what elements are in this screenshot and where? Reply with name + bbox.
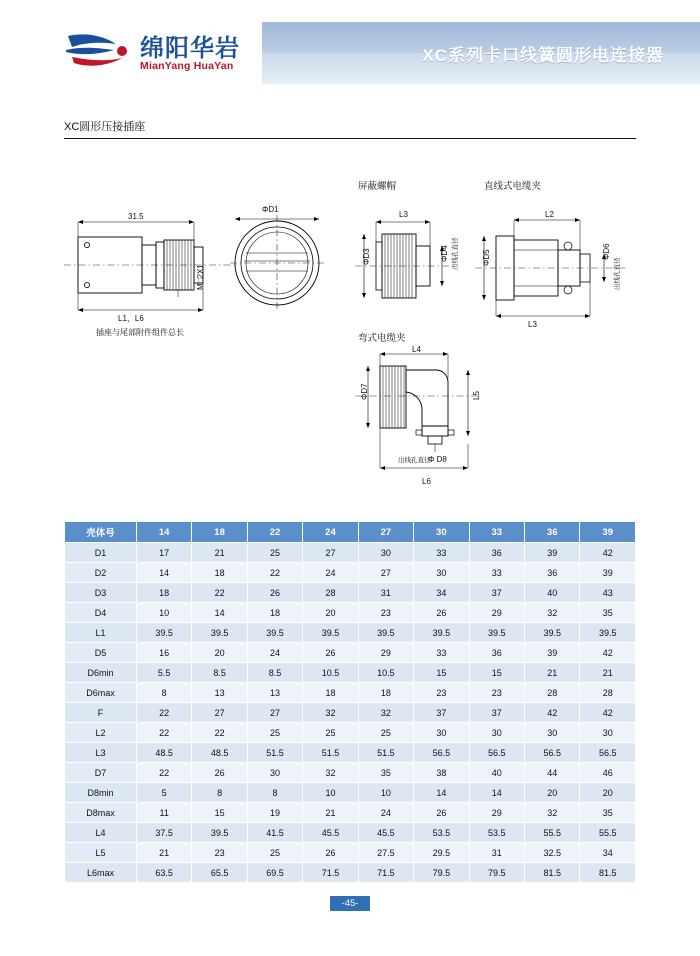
table-cell: 25: [247, 843, 302, 863]
table-cell: 40: [525, 583, 580, 603]
shield-cap-d3-label: ΦD3: [362, 248, 371, 265]
table-cell: 21: [303, 803, 358, 823]
table-cell: 45.5: [358, 823, 413, 843]
table-cell: 39.5: [303, 623, 358, 643]
table-cell: 36: [469, 643, 524, 663]
table-cell: 22: [192, 723, 247, 743]
straight-clamp-l3-label: L3: [528, 320, 537, 329]
table-cell: 79.5: [414, 863, 469, 883]
table-cell: 39.5: [192, 823, 247, 843]
table-row: [65, 843, 636, 863]
table-cell: 42: [580, 643, 636, 663]
table-cell: 34: [414, 583, 469, 603]
table-cell: 14: [136, 563, 191, 583]
table-row-label: D4: [65, 603, 137, 623]
table-cell: 45.5: [303, 823, 358, 843]
table-row: [65, 703, 636, 723]
table-cell: 14: [192, 603, 247, 623]
table-header-cell: 33: [469, 522, 524, 543]
angle-clamp-l5-label: L5: [472, 391, 481, 400]
table-cell: 41.5: [247, 823, 302, 843]
table-cell: 39: [525, 643, 580, 663]
angle-clamp-l6-label: L6: [422, 477, 431, 486]
table-cell: 81.5: [525, 863, 580, 883]
table-row: [65, 743, 636, 763]
table-row-label: D3: [65, 583, 137, 603]
table-row-label: D8max: [65, 803, 137, 823]
table-header-cell: 39: [580, 522, 636, 543]
table-cell: 65.5: [192, 863, 247, 883]
table-cell: 26: [192, 763, 247, 783]
table-cell: 79.5: [469, 863, 524, 883]
table-cell: 5.5: [136, 663, 191, 683]
table-cell: 5: [136, 783, 191, 803]
table-cell: 30: [525, 723, 580, 743]
table-row: [65, 643, 636, 663]
table-cell: 30: [247, 763, 302, 783]
table-cell: 23: [192, 843, 247, 863]
table-cell: 20: [580, 783, 636, 803]
shield-cap-l3-label: L3: [399, 210, 408, 219]
angle-clamp-d8-label: Φ D8: [428, 455, 447, 464]
angle-clamp-title: 弯式电缆夹: [358, 333, 406, 344]
table-row-label: L2: [65, 723, 137, 743]
table-cell: 31: [469, 843, 524, 863]
table-cell: 24: [303, 563, 358, 583]
table-row-label: D1: [65, 543, 137, 563]
table-header-row: [65, 522, 636, 543]
table-cell: 8: [247, 783, 302, 803]
table-cell: 24: [247, 643, 302, 663]
table-row: [65, 563, 636, 583]
table-cell: 10.5: [303, 663, 358, 683]
table-cell: 24: [358, 803, 413, 823]
shield-cap-note: 出线孔直径: [452, 237, 459, 270]
table-row-label: F: [65, 703, 137, 723]
section-title: XC圆形压接插座: [64, 121, 146, 133]
table-header-cell: 24: [303, 522, 358, 543]
table-row-label: D2: [65, 563, 137, 583]
table-cell: 56.5: [580, 743, 636, 763]
table-cell: 22: [136, 723, 191, 743]
table-cell: 39.5: [247, 623, 302, 643]
table-cell: 71.5: [303, 863, 358, 883]
table-cell: 42: [580, 543, 636, 563]
table-cell: 37: [469, 583, 524, 603]
table-body: [65, 543, 636, 883]
table-cell: 14: [469, 783, 524, 803]
table-cell: 25: [303, 723, 358, 743]
table-cell: 32: [303, 703, 358, 723]
table-cell: 51.5: [303, 743, 358, 763]
table-cell: 26: [247, 583, 302, 603]
table-cell: 31: [358, 583, 413, 603]
table-cell: 30: [358, 543, 413, 563]
table-row-label: D6min: [65, 663, 137, 683]
table-cell: 56.5: [414, 743, 469, 763]
end-view-diameter-label: ΦD1: [262, 205, 279, 214]
table-cell: 8.5: [192, 663, 247, 683]
table-cell: 8.5: [247, 663, 302, 683]
table-cell: 39.5: [580, 623, 636, 643]
table-row-label: D8min: [65, 783, 137, 803]
table-row: [65, 783, 636, 803]
table-cell: 37: [469, 703, 524, 723]
table-row: [65, 803, 636, 823]
table-cell: 39: [580, 563, 636, 583]
table-cell: 32: [303, 763, 358, 783]
table-cell: 21: [580, 663, 636, 683]
table-cell: 15: [469, 663, 524, 683]
table-cell: 51.5: [358, 743, 413, 763]
straight-clamp-title: 直线式电缆夹: [484, 181, 542, 192]
table-header-cell: 14: [136, 522, 191, 543]
table-cell: 39.5: [469, 623, 524, 643]
table-cell: 28: [525, 683, 580, 703]
table-cell: 26: [414, 803, 469, 823]
table-cell: 22: [192, 583, 247, 603]
straight-clamp-d6-label: ΦD6: [602, 243, 611, 260]
table-row: [65, 723, 636, 743]
table-cell: 39.5: [192, 623, 247, 643]
header-divider: [64, 138, 636, 139]
table-row: [65, 863, 636, 883]
table-cell: 63.5: [136, 863, 191, 883]
table-cell: 44: [525, 763, 580, 783]
logo-english-name: MianYang HuaYan: [140, 60, 234, 72]
table-cell: 40: [469, 763, 524, 783]
table-cell: 39.5: [525, 623, 580, 643]
table-cell: 39.5: [414, 623, 469, 643]
table-cell: 22: [136, 703, 191, 723]
table-cell: 39.5: [358, 623, 413, 643]
table-cell: 71.5: [358, 863, 413, 883]
table-cell: 81.5: [580, 863, 636, 883]
table-cell: 28: [580, 683, 636, 703]
dimension-table-wrapper: [64, 521, 636, 883]
table-row: [65, 663, 636, 683]
table-row: [65, 583, 636, 603]
table-row-label: L1: [65, 623, 137, 643]
table-header-cell: 27: [358, 522, 413, 543]
table-cell: 25: [247, 543, 302, 563]
table-cell: 37: [414, 703, 469, 723]
table-cell: 33: [469, 563, 524, 583]
table-cell: 10: [136, 603, 191, 623]
table-cell: 30: [414, 723, 469, 743]
table-cell: 20: [192, 643, 247, 663]
table-row-label: D6max: [65, 683, 137, 703]
table-cell: 32.5: [525, 843, 580, 863]
table-cell: 28: [303, 583, 358, 603]
table-cell: 32: [358, 703, 413, 723]
table-cell: 36: [469, 543, 524, 563]
table-cell: 55.5: [580, 823, 636, 843]
table-cell: 43: [580, 583, 636, 603]
table-cell: 18: [247, 603, 302, 623]
table-cell: 35: [358, 763, 413, 783]
table-cell: 16: [136, 643, 191, 663]
table-cell: 18: [303, 683, 358, 703]
table-cell: 21: [192, 543, 247, 563]
table-header-cell: 36: [525, 522, 580, 543]
table-row: [65, 623, 636, 643]
table-cell: 55.5: [525, 823, 580, 843]
angle-clamp-drawing: [350, 348, 520, 493]
table-header-cell: 30: [414, 522, 469, 543]
table-cell: 10: [358, 783, 413, 803]
front-view-note: 插座与尾部附件组件总长: [96, 328, 184, 337]
table-row: [65, 763, 636, 783]
table-cell: 33: [414, 543, 469, 563]
table-cell: 27: [303, 543, 358, 563]
table-row: [65, 603, 636, 623]
angle-clamp-d7-label: ΦD7: [360, 383, 369, 400]
table-cell: 48.5: [192, 743, 247, 763]
table-cell: 11: [136, 803, 191, 823]
table-cell: 26: [303, 643, 358, 663]
table-cell: 21: [136, 843, 191, 863]
table-cell: 10: [303, 783, 358, 803]
table-cell: 20: [303, 603, 358, 623]
table-cell: 29: [469, 803, 524, 823]
drawings-area: [0, 150, 700, 500]
table-cell: 22: [247, 563, 302, 583]
shield-cap-d4-label: ΦD4: [440, 245, 449, 262]
table-cell: 8: [136, 683, 191, 703]
table-cell: 21: [525, 663, 580, 683]
table-cell: 48.5: [136, 743, 191, 763]
front-view-bottom-dim-label: L1、L6: [118, 314, 144, 323]
table-cell: 36: [525, 563, 580, 583]
table-row-label: D7: [65, 763, 137, 783]
table-cell: 46: [580, 763, 636, 783]
table-cell: 30: [469, 723, 524, 743]
table-cell: 56.5: [525, 743, 580, 763]
table-cell: 29.5: [414, 843, 469, 863]
dimension-table: [64, 521, 636, 883]
table-row-label: L6max: [65, 863, 137, 883]
table-cell: 18: [136, 583, 191, 603]
table-cell: 18: [358, 683, 413, 703]
table-cell: 18: [192, 563, 247, 583]
header-title: XC系列卡口线簧圆形电连接器: [422, 45, 664, 65]
table-row-label: L4: [65, 823, 137, 843]
front-view-length-label: 31.5: [128, 212, 144, 221]
table-cell: 27: [192, 703, 247, 723]
front-view-thread-label: M□2X1: [196, 264, 205, 290]
table-cell: 23: [469, 683, 524, 703]
company-logo: [64, 24, 264, 82]
table-cell: 10.5: [358, 663, 413, 683]
table-cell: 32: [525, 803, 580, 823]
logo-mark-icon: [64, 30, 132, 70]
table-row-label: L3: [65, 743, 137, 763]
angle-clamp-l4-label: L4: [412, 345, 421, 354]
table-cell: 39: [525, 543, 580, 563]
table-cell: 35: [580, 803, 636, 823]
table-cell: 29: [469, 603, 524, 623]
table-cell: 32: [525, 603, 580, 623]
shield-cap-title: 屏蔽螺帽: [358, 181, 397, 192]
table-row-label: L5: [65, 843, 137, 863]
table-cell: 53.5: [414, 823, 469, 843]
table-cell: 22: [136, 763, 191, 783]
table-row-label: D5: [65, 643, 137, 663]
table-cell: 42: [525, 703, 580, 723]
table-row: [65, 683, 636, 703]
table-cell: 51.5: [247, 743, 302, 763]
straight-clamp-note: 出线孔直径: [614, 257, 621, 290]
page-number: -45-: [330, 896, 370, 911]
table-cell: 27.5: [358, 843, 413, 863]
table-cell: 42: [580, 703, 636, 723]
table-cell: 26: [303, 843, 358, 863]
table-cell: 27: [358, 563, 413, 583]
table-cell: 33: [414, 643, 469, 663]
table-cell: 17: [136, 543, 191, 563]
table-cell: 56.5: [469, 743, 524, 763]
connector-end-view-drawing: [222, 205, 332, 315]
table-cell: 30: [580, 723, 636, 743]
table-row: [65, 543, 636, 563]
table-cell: 39.5: [136, 623, 191, 643]
table-cell: 26: [414, 603, 469, 623]
table-header-cell: 18: [192, 522, 247, 543]
table-header-cell: 壳体号: [65, 522, 137, 543]
table-cell: 29: [358, 643, 413, 663]
table-cell: 13: [247, 683, 302, 703]
table-cell: 53.5: [469, 823, 524, 843]
table-cell: 15: [414, 663, 469, 683]
angle-clamp-note: 出线孔直径: [398, 457, 431, 464]
logo-chinese-name: 绵阳华岩: [140, 34, 240, 62]
table-cell: 13: [192, 683, 247, 703]
straight-clamp-d5-label: ΦD5: [482, 249, 491, 266]
connector-front-view-drawing: [60, 200, 240, 330]
table-row: [65, 823, 636, 843]
table-cell: 25: [358, 723, 413, 743]
table-cell: 20: [525, 783, 580, 803]
table-cell: 25: [247, 723, 302, 743]
table-cell: 8: [192, 783, 247, 803]
table-cell: 14: [414, 783, 469, 803]
page-header: [0, 22, 700, 84]
straight-clamp-l2-label: L2: [545, 210, 554, 219]
table-cell: 15: [192, 803, 247, 823]
table-cell: 27: [247, 703, 302, 723]
table-cell: 23: [358, 603, 413, 623]
table-cell: 37.5: [136, 823, 191, 843]
table-cell: 34: [580, 843, 636, 863]
table-cell: 30: [414, 563, 469, 583]
table-cell: 19: [247, 803, 302, 823]
table-cell: 35: [580, 603, 636, 623]
table-cell: 69.5: [247, 863, 302, 883]
table-cell: 23: [414, 683, 469, 703]
table-cell: 38: [414, 763, 469, 783]
table-header-cell: 22: [247, 522, 302, 543]
